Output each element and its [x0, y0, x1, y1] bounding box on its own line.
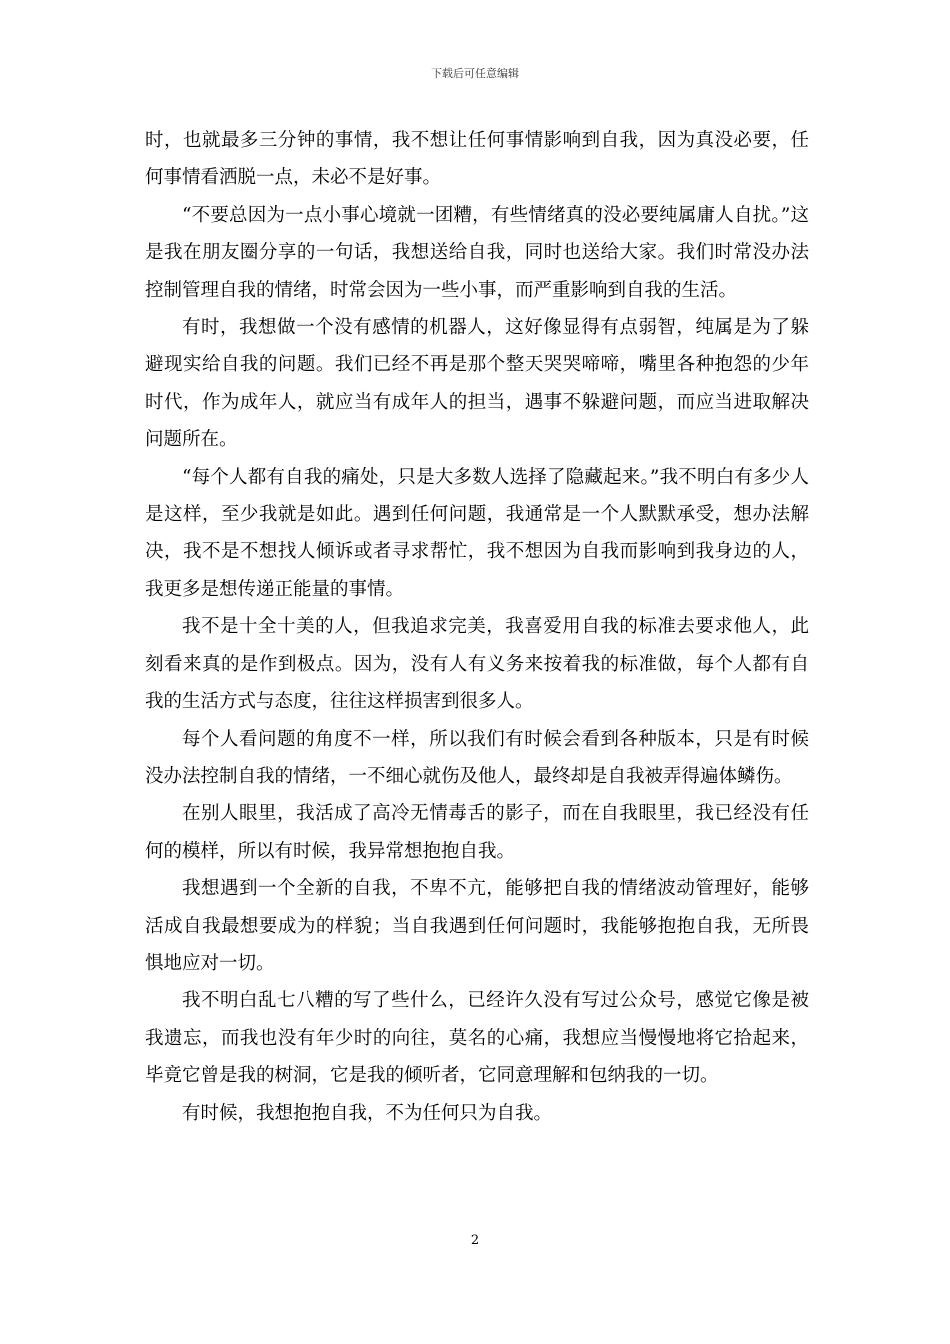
- page-number: 2: [470, 1233, 480, 1248]
- paragraph: 我不明白乱七八糟的写了些什么，已经许久没有写过公众号，感觉它像是被我遗忘，而我也没有年少时的向往，莫名的心痛，我想应当慢慢地将它拾起来，毕竟它曾是我的树洞，它是我的倾听者，它同意理解和包纳我的一切。: [145, 990, 809, 1087]
- paragraph: 有时候，我想抱抱自我，不为任何只为自我。: [182, 1102, 553, 1124]
- paragraph: “不要总因为一点小事心境就一团糟，有些情绪真的没必要纯属庸人自扰。”这是我在朋友圈分享的一句话，我想送给自我，同时也送给大家。我们时常没办法控制管理自我的情绪，时常会因为一些小事，而严重影响到自我的生活。: [145, 204, 809, 301]
- paragraph: 时，也就最多三分钟的事情，我不想让任何事情影响到自我，因为真没必要，任何事情看洒脱一点，未必不是好事。: [145, 130, 809, 189]
- document-body: [145, 122, 809, 1132]
- paragraph: 我想遇到一个全新的自我，不卑不亢，能够把自我的情绪波动管理好，能够活成自我最想要成为的样貌；当自我遇到任何问题时，我能够抱抱自我，无所畏惧地应对一切。: [145, 878, 809, 974]
- paragraph: 有时，我想做一个没有感情的机器人，这好像显得有点弱智，纯属是为了躲避现实给自我的问题。我们已经不再是那个整天哭哭啼啼，嘴里各种抱怨的少年时代，作为成年人，就应当有成年人的担当，遇事不躲避问题，而应当进取解决问题所在。: [145, 317, 809, 451]
- paragraph: 我不是十全十美的人，但我追求完美，我喜爱用自我的标准去要求他人，此刻看来真的是作到极点。因为，没有人有义务来按着我的标准做，每个人都有自我的生活方式与态度，往往这样损害到很多人。: [145, 616, 809, 713]
- paragraph: 每个人看问题的角度不一样，所以我们有时候会看到各种版本，只是有时候没办法控制自我的情绪，一不细心就伤及他人，最终却是自我被弄得遍体鳞伤。: [145, 728, 809, 787]
- page-header: 下载后可任意编辑: [431, 67, 519, 80]
- paragraph: 在别人眼里，我活成了高冷无情毒舌的影子，而在自我眼里，我已经没有任何的模样，所以有时候，我异常想抱抱自我。: [145, 803, 809, 862]
- paragraph: “每个人都有自我的痛处，只是大多数人选择了隐藏起来。”我不明白有多少人是这样，至少我就是如此。遇到任何问题，我通常是一个人默默承受，想办法解决，我不是不想找人倾诉或者寻求帮忙，我不想因为自我而影响到我身边的人，我更多是想传递正能量的事情。: [145, 466, 809, 600]
